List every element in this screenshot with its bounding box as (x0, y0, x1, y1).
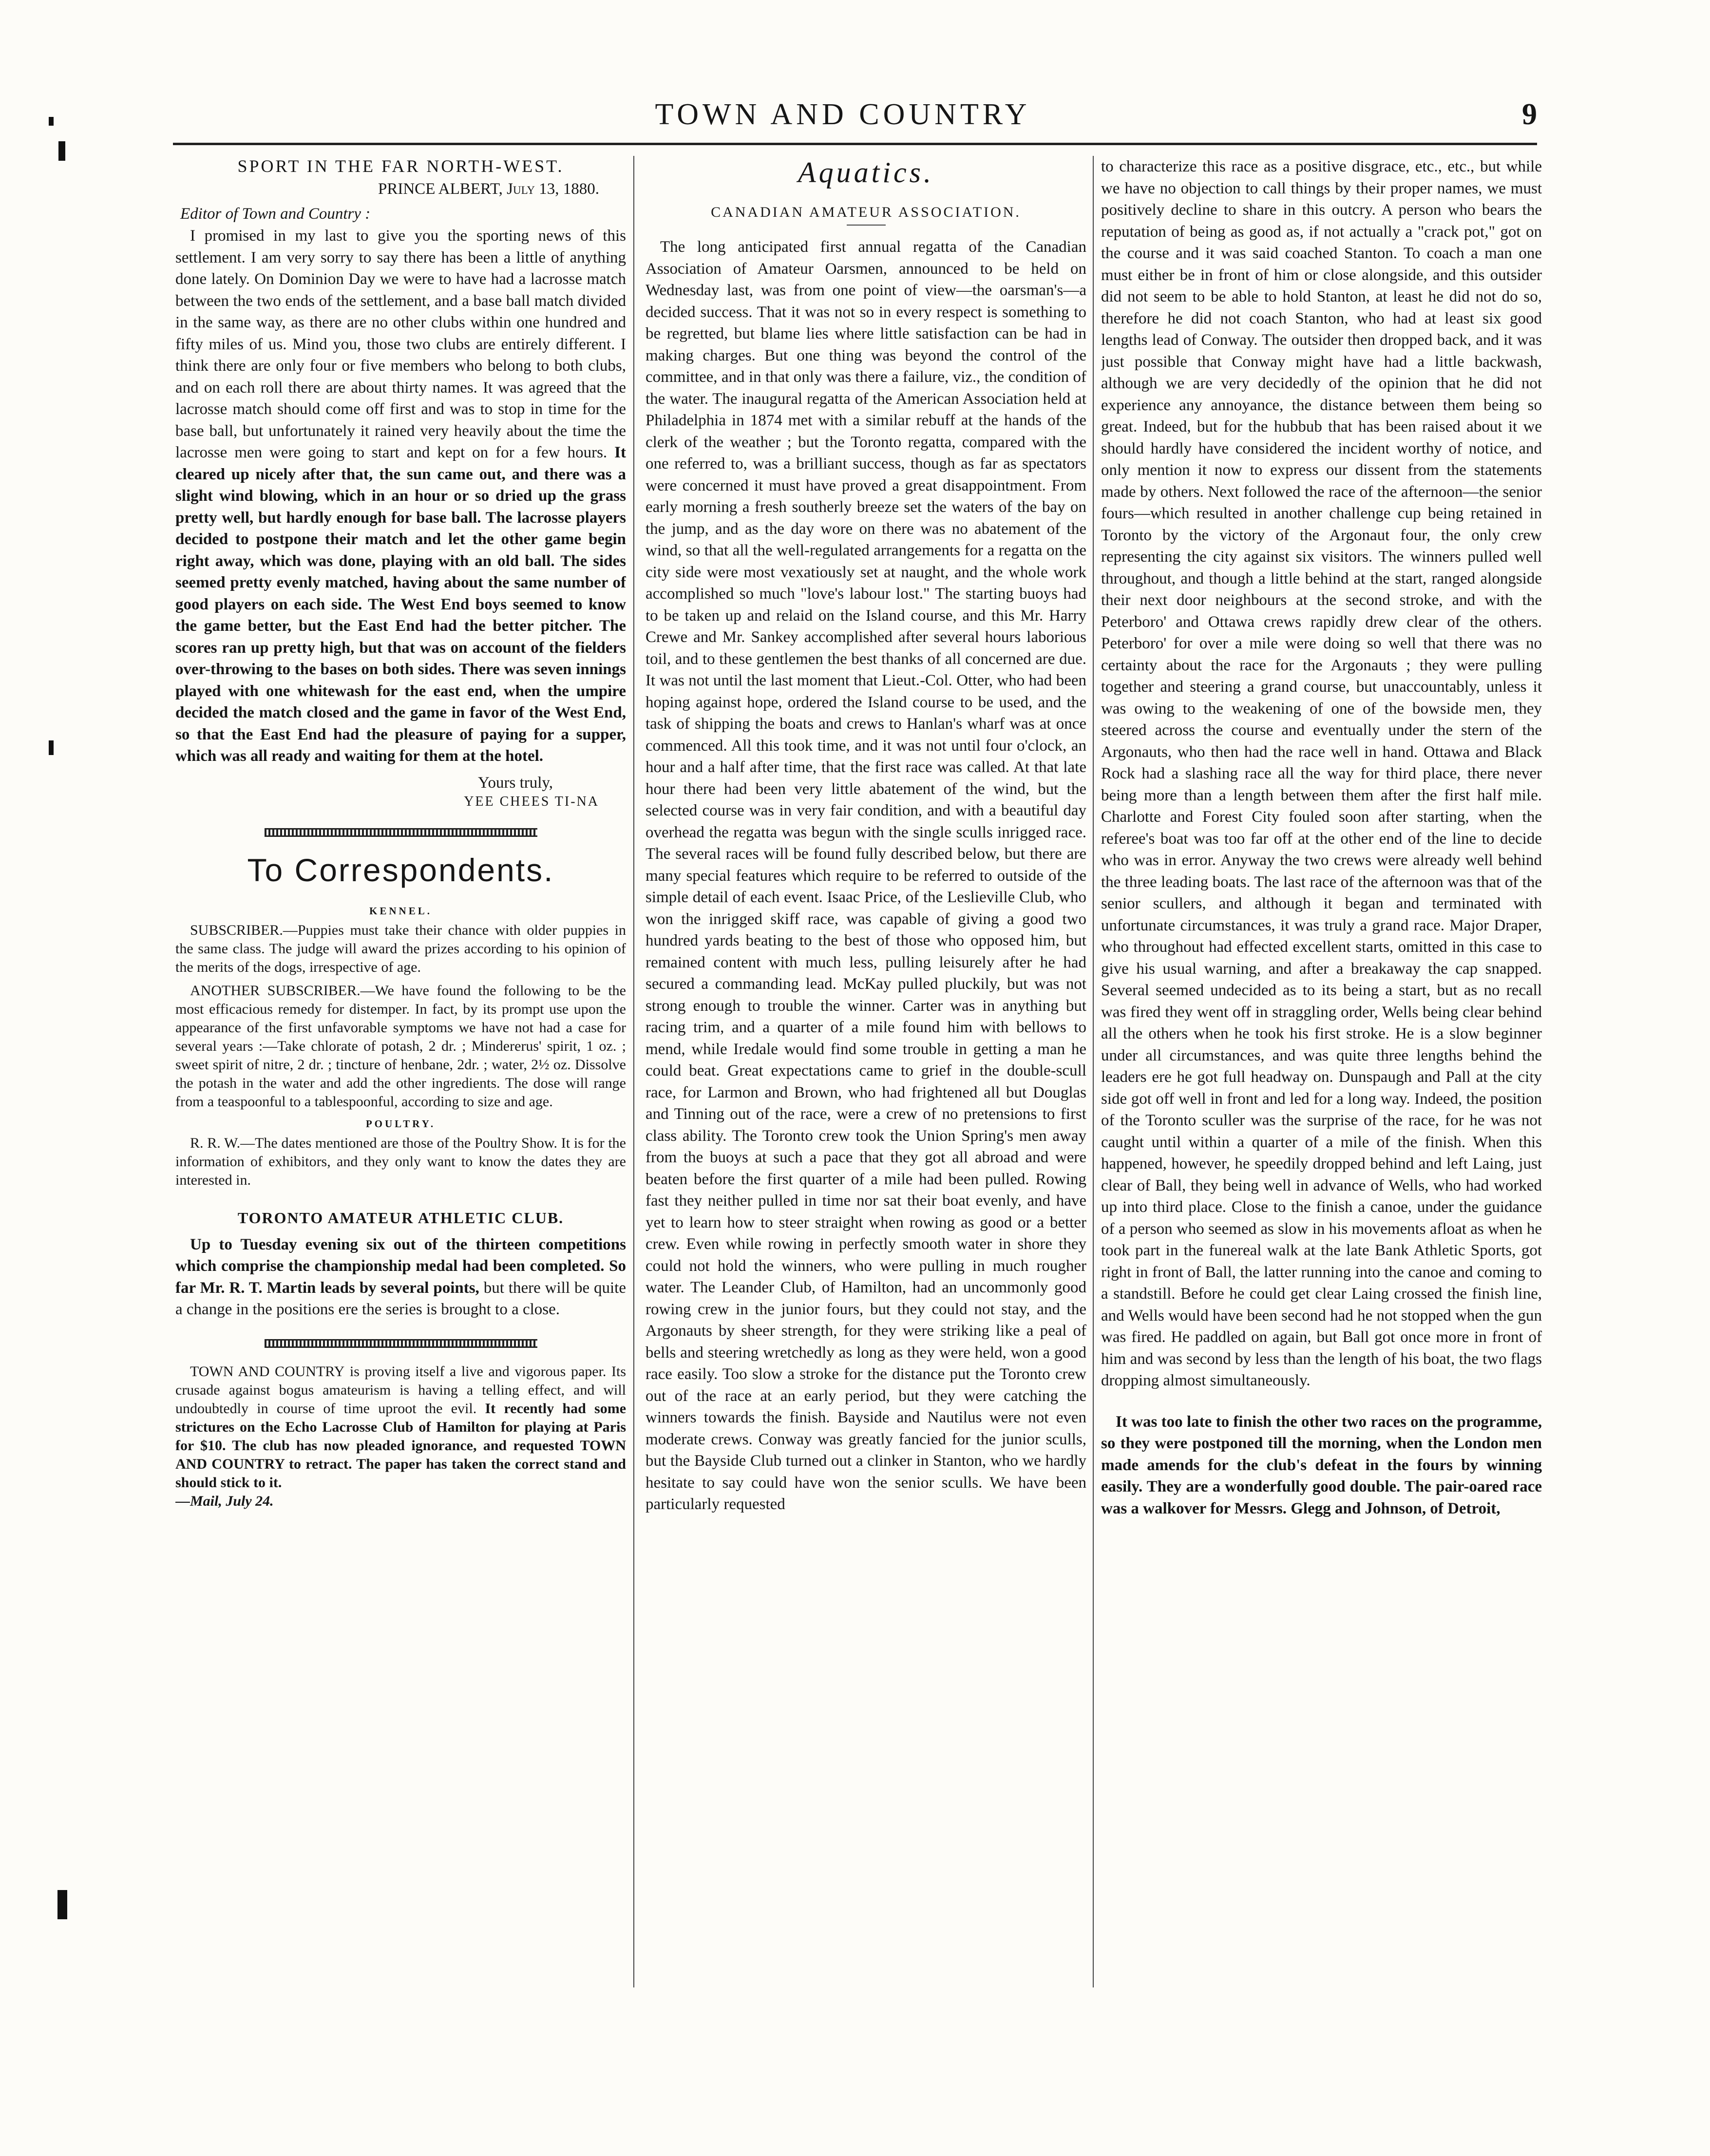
margin-speck (49, 740, 54, 755)
reply-paragraph (175, 982, 626, 1111)
correspondents-section (175, 851, 626, 1190)
letter-closing: Yours truly, (477, 774, 553, 792)
margin-speck (57, 1890, 67, 1919)
reply-text: —Puppies must take their chance with older puppies in the same class. The judge will award the prizes according to his opinion of the merits of the dogs, irrespective of age. (175, 922, 626, 975)
margin-speck (49, 117, 54, 126)
article-body: The long anticipated first annual regatta of the Canadian Association of Amateur Oarsmen, announced to be held on Wednesday last, was from one point of view—the oarsman's—a decided success. That it was not so in every respect is something to be regretted, but blame lies where little satisfaction can be had in making charges. But one thing was beyond the control of the committee, and in that only was there a failure, viz., the condition of the water. The inaugural regatta of the American Association held at Philadelphia in 1874 met with a similar rebuff at the hands of the clerk of the weather ; but the Toronto regatta, compared with the one referred to, was a brilliant success, though as far as spectators were concerned it must have proved a great disappointment. From early morning a fresh southerly breeze set the waters of the bay on the jump, and as the day wore on there was no abatement of the wind, so that all the well-regulated arrangements for a regatta on the city side were most vexatiously set at naught, and the whole work accomplished so much "love's labour lost." The starting buoys had to be taken up and relaid on the Island course, and this Mr. Harry Crewe and Mr. Sankey accomplished after several hours laborious toil, and to these gentlemen the best thanks of all concerned are due. It was not until the last moment that Lieut.-Col. Otter, who had been hoping against hope, ordered the Island course to be used, and the task of shipping the boats and crews to Hanlan's wharf was at once commenced. All this took time, and it was not until four o'clock, an hour and a half after time, that the first race was called. At that late hour there had been very little abatement of the wind, but the selected course was in very fair condition, and with a beautiful day overhead the regatta was begun with the single sculls inrigged race. The several races will be found fully described below, but there are many special features which require to be referred to outside of the simple detail of each event. Isaac Price, of the Leslieville Club, who won the inrigged skiff race, was capable of giving a good two hundred yards beating to the best of those who opposed him, but remained content with much less, pulling leisurely after he had secured a commanding lead. McKay pulled pluckily, but was not strong enough to trouble the winner. Carter was in anything but racing trim, and a quarter of a mile found him with bellows to mend, while Iredale would find some trouble in getting a man he could beat. Great expectations came to grief in the double-scull race, for Larmon and Brown, who had frightened all but Douglas and Tinning out of the race, were a crew of no pretensions to first class ability. The Toronto crew took the Union Spring's men away from the buoys at such a pace that they got all abroad and were beaten before the first quarter of a mile had been pulled. Rowing fast they neither pulled in time nor sat their boat evenly, and have yet to learn how to steer straight when rowing as good or a better crew. Even while rowing in perfectly smooth water in shore they could not hold the winners, who were pulling in much rougher water. The Leander Club, of Hamilton, had an uncommonly good rowing crew in the junior fours, but they could not stay, and the Argonauts by sheer strength, for they were striking like a peal of bells and steering wretchedly as long as they were held, won a good race easily. Too slow a stroke for the distance put the Toronto crew out of the race at an early period, but they were catching the winners towards the finish. Bayside and Nautilus were not even moderate crews. Conway was greatly fancied for the junior sculls, but the Bayside Club turned out a clinker in Stanton, who we hardly hesitate to say could have won the senior sculls. We have been particularly requested (646, 238, 1086, 1513)
ornament-rule (265, 828, 537, 837)
section-heading: Aquatics. (798, 156, 934, 189)
salutation: Editor of Town and Country : (180, 205, 371, 223)
body-plain: I promised in my last to give you the sporting news of this settlement. I am very sorry to say there has been a little of anything done lately. On Dominion Day we were to have had a lacrosse match between the two ends of the settlement, and a base ball match divided in the same way, as there are no other clubs within one hundred and fifty miles of us. Mind you, those two clubs are entirely different. I think there are only four or five members who belong to both clubs, and on each roll there are about thirty names. It was agreed that the lacrosse match should come off first and was to stop in time for the base ball, but unfortunately it rained very heavily about the time the lacrosse men were going to start and kept on for a few hours. (175, 227, 626, 461)
reply-paragraph (175, 1134, 626, 1190)
dateline: PRINCE ALBERT, July 13, 1880. (378, 180, 599, 198)
notice-bold: It recently had some strictures on the Echo Lacrosse Club of Hamilton for playing at Paris for $10. The club has now pleaded ignorance, and requested TOWN AND COUNTRY to retract. The paper has taken the correct stand and should stick to it. (175, 1400, 626, 1491)
notice-lead: TOWN AND COUNTRY (190, 1363, 345, 1380)
subsection-label: KENNEL. (369, 905, 432, 917)
short-rule (847, 225, 886, 226)
letter-signature: YEE CHEES TI-NA (464, 794, 599, 809)
reply-text: —The dates mentioned are those of the Poultry Show. It is for the information of exhibitors, and they only want to know the dates they are interested in. (175, 1135, 626, 1188)
reply-lead: SUBSCRIBER. (190, 922, 283, 938)
subsection-label: POULTRY. (365, 1117, 436, 1130)
column-divider (1093, 156, 1094, 1987)
article-body: It was too late to finish the other two races on the programme, so they were postponed till the morning, when the London men made amends for the club's defeat in the fours by winning easily. They are a wonderfully good double. The pair-oared race was a walkover for Messrs. Glegg and Johnson, of Detroit, (1101, 1413, 1542, 1517)
masthead-title: TOWN AND COUNTRY (655, 98, 1031, 131)
column-middle (646, 156, 1086, 1987)
body-plain: but there will be quite a change in the positions ere the series is brought to a close. (175, 1279, 626, 1318)
article-heading: SPORT IN THE FAR NORTH-WEST. (237, 156, 564, 176)
margin-speck (58, 141, 65, 161)
article-body (175, 225, 626, 767)
section-heading: To Correspondents. (247, 851, 554, 888)
column-divider (633, 156, 634, 1987)
article-subheading: CANADIAN AMATEUR ASSOCIATION. (711, 204, 1021, 220)
body-bold: It cleared up nicely after that, the sun came out, and there was a slight wind blowing, which in an hour or so dried up the grass pretty well, but hardly enough for base ball. The lacrosse players decided to postpone their match and let the other game begin right away, which was done, playing with an old ball. The sides seemed pretty evenly matched, having about the same number of good players on each side. The West End boys seemed to know the game better, but the East End had the better pitcher. The scores ran up pretty high, but that was on account of the fielders over-throwing to the bases on both sides. There was seven innings played with one whitewash for the east end, when the umpire decided the match closed and the game in favor of the West End, so that the East End had the pleasure of paying for a supper, which was all ready and waiting for them at the hotel. (175, 444, 626, 765)
column-left (175, 156, 626, 1987)
notice-plain: is proving itself a live and vigorous paper. Its crusade against bogus amateurism is having a telling effect, and will undoubtedly in course of time uproot the evil. (175, 1363, 626, 1417)
notice-paragraph (175, 1362, 626, 1511)
masthead-rule (173, 143, 1537, 145)
column-right (1101, 156, 1542, 1987)
page-number: 9 (1522, 98, 1537, 131)
article-body (175, 1234, 626, 1321)
notice-section (175, 1362, 626, 1511)
reply-lead: ANOTHER SUBSCRIBER. (190, 982, 361, 999)
ornament-rule (265, 1339, 537, 1348)
reply-paragraph (175, 921, 626, 977)
taac-section (175, 1209, 626, 1321)
reply-lead: R. R. W. (190, 1135, 241, 1151)
notice-source: —Mail, July 24. (175, 1493, 274, 1509)
sport-letter (175, 156, 626, 810)
body-bold: Up to Tuesday evening six out of the thirteen competitions which comprise the championship medal had been completed. So far Mr. R. T. Martin leads by several points, (175, 1235, 626, 1297)
reply-text: —We have found the following to be the most efficacious remedy for distemper. In fact, by its prompt use upon the appearance of the first unfavorable symptoms we have not had a case for several years :—Take chlorate of potash, 2 dr. ; Mindererus' spirit, 1 oz. ; sweet spirit of nitre, 2 dr. ; tincture of henbane, 2dr. ; water, 2½ oz. Dissolve the potash in the water and add the other ingredients. The dose will range from a teaspoonful to a tablespoonful, according to size and age. (175, 982, 626, 1110)
section-heading: TORONTO AMATEUR ATHLETIC CLUB. (237, 1209, 564, 1227)
article-body: to characterize this race as a positive disgrace, etc., etc., but while we have no objection to call things by their proper names, we must positively decline to share in this outcry. A person who bears the reputation of being as good as, if not actually a "crack pot," got on the course and it was said coached Stanton. To coach a man one must either be in front of him or close alongside, and this outsider did not seem to be able to hold Stanton, at least he did not do so, therefore he did not coach Stanton, who had at least six good lengths lead of Conway. The outsider then dropped back, and it was just possible that Conway might have had a little backwash, although we are very decidedly of the opinion that he did not experience any annoyance, the distance between them being so great. Indeed, but for the hubbub that has been raised about it we should hardly have considered the incident worthy of notice, and only mention it now to express our dissent from the statements made by others. Next followed the race of the afternoon—the senior fours—which resulted in another challenge cup being retained in Toronto by the victory of the Argonaut four, the only crew representing the city against six visitors. The winners pulled well throughout, and though a little behind at the start, ranged alongside their next door neighbours at the second stroke, and with the Peterboro' and Ottawa crews rapidly drew clear of the others. Peterboro' for over a mile were doing so well that there was no certainty about the race for the Argonauts ; they were pulling together and steering a grand course, but unaccountably, unless it was owing to the weakening of one of the bowside men, they steered across the course and eventually under the stern of the Argonauts, who then had the race well in hand. Ottawa and Black Rock had a slashing race all the way for third place, there never being more than a length between them after the first half mile. Charlotte and Forest City fouled soon after starting, when the referee's boat was too far off at the other end of the line to decide who was in error. Anyway the two crews were already well behind the three leading boats. The last race of the afternoon was that of the senior scullers, and although it began and terminated with unfortunate circumstances, it was truly a grand race. Major Draper, who throughout had effected excellent starts, omitted in this case to give his usual warning, and after a breakaway the cap snapped. Several seemed undecided as to its being a start, but as no recall was fired they went off in straggling order, Wells being clear behind all the others when he took his first stroke. He is a slow beginner under all circumstances, and was quite three lengths behind the leaders ere he got full headway on. Dunspaugh and Pall at the city side got off well in front and led for a long way. Indeed, the position of the Toronto sculler was the surprise of the race, for he was not caught until within a quarter of a mile of the finish. When this happened, however, he speedily dropped behind and left Laing, just clear of Ball, they being well in advance of Wells, who had worked up into third place. Close to the finish a canoe, under the guidance of a person who seemed as slow in his movements afloat as when he took part in the funereal walk at the late Bank Athletic Sports, got right in front of Ball, the latter running into the canoe and coming to a standstill. Before he could get clear Laing crossed the finish line, and Wells would have been second had he not stopped when the gun was fired. He paddled on again, but Ball got once more in front of him and was second by less than the length of his boat, the two flags dropping almost simultaneously. (1101, 158, 1542, 1389)
